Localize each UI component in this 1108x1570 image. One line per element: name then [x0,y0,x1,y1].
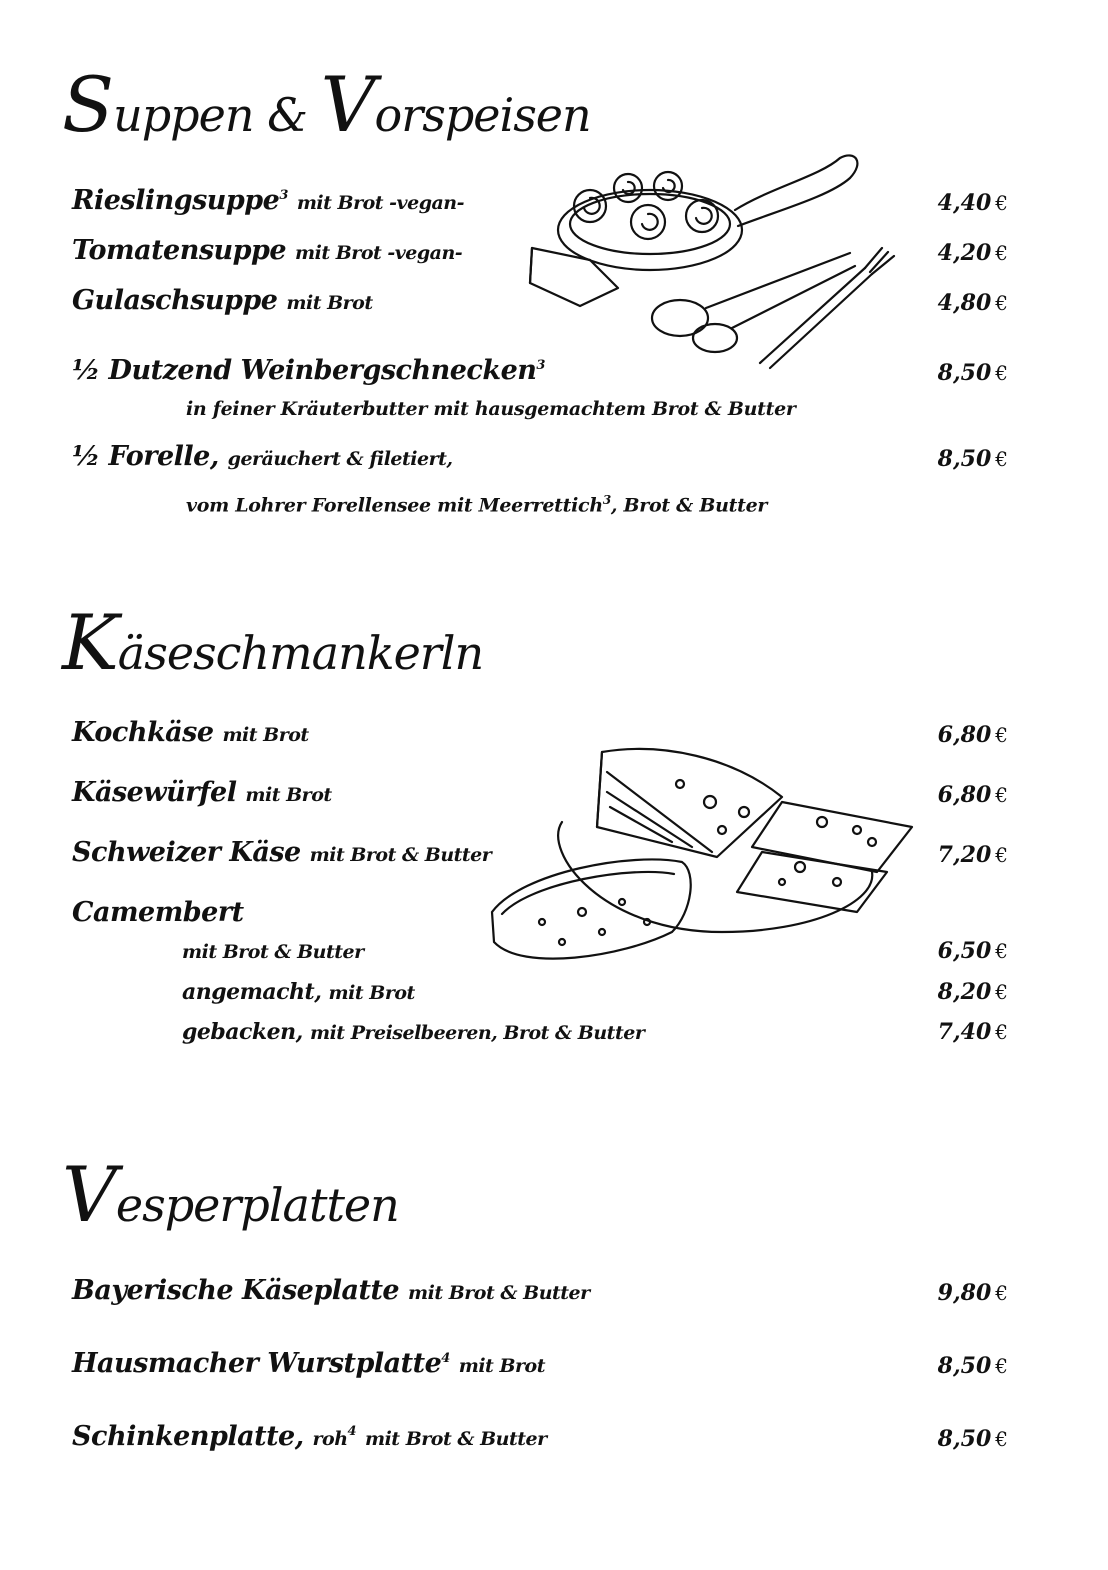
item-description: in feiner Kräuterbutter mit hausgemachtem Brot & Butter [186,398,796,420]
item-desc: mit Brot [286,292,373,314]
item-name: Rieslingsuppe [72,185,280,216]
item-price: 6,80 € [937,782,1008,808]
cheese-board-illustration [482,742,922,972]
item-name: gebacken, [182,1019,303,1045]
item-name: mit Brot & Butter [182,941,364,963]
item-desc: mit Brot [245,784,332,806]
item-name: ½ Dutzend Weinbergschnecken [72,355,537,386]
item-desc: mit Brot [328,982,415,1004]
item-price: 9,80 € [937,1280,1008,1306]
item-name: Kochkäse [72,717,214,748]
menu-item: Schinkenplatte, roh$^4$ mit Brot & Butter 8,50 € [72,1421,1008,1452]
item-name: Hausmacher Wurstplatte [72,1348,442,1379]
item-desc: geräuchert & filetiert, [227,448,453,470]
section-title-suppen-vorspeisen: Suppen & Vorspeisen [62,60,591,149]
item-price: 8,50 € [937,360,1008,386]
snail-dish-illustration [520,148,910,373]
item-desc: mit Brot [222,724,309,746]
item-name: Bayerische Käseplatte [72,1275,400,1306]
item-desc: mit Brot & Butter [364,1428,547,1450]
item-name: Camembert [72,897,244,928]
item-name: angemacht, [182,979,322,1005]
item-description: vom Lohrer Forellensee mit Meerrettich$^3$, Brot & Butter [186,493,768,517]
item-price: 6,80 € [937,722,1008,748]
item-desc: mit Brot [458,1355,545,1377]
item-price: 7,20 € [937,842,1008,868]
item-price: 8,50 € [937,1353,1008,1379]
item-desc: mit Brot -vegan- [296,192,464,214]
menu-item: Hausmacher Wurstplatte$^4$ mit Brot 8,50 € [72,1348,1008,1379]
item-desc: mit Brot & Butter [309,844,492,866]
item-desc: mit Brot -vegan- [295,242,463,264]
menu-subitem [182,1015,1008,1051]
section-title-kaeseschmankerln: Käseschmankerln [62,598,484,687]
item-name: Tomatensuppe [72,235,287,266]
item-name: Gulaschsuppe [72,285,278,316]
item-price: 4,40 € [937,190,1008,216]
item-desc: mit Brot & Butter [408,1282,590,1304]
menu-item [72,1268,1008,1312]
item-price: 8,50 € [937,1426,1008,1452]
section-title-vesperplatten: Vesperplatten [62,1150,399,1239]
item-name: Schweizer Käse [72,837,301,868]
item-price: 4,80 € [937,290,1008,316]
menu-item: Rieslingsuppe$^3$ mit Brot -vegan- 4,40 € [72,185,1008,216]
item-price: 4,20 € [937,240,1008,266]
menu-subitem [182,975,1008,1011]
item-price: 8,50 € [937,446,1008,472]
item-desc: mit Preiselbeeren, Brot & Butter [309,1022,645,1044]
item-price: 6,50 € [937,938,1008,964]
item-price: 7,40 € [937,1019,1008,1045]
item-name: ½ Forelle, [72,441,219,472]
item-name: Käsewürfel [72,777,237,808]
item-name: Schinkenplatte, [72,1421,304,1452]
item-price: 8,20 € [937,979,1008,1005]
menu-item [72,434,1008,478]
menu-item: ½ Dutzend Weinbergschnecken$^3$ 8,50 € [72,355,1008,386]
